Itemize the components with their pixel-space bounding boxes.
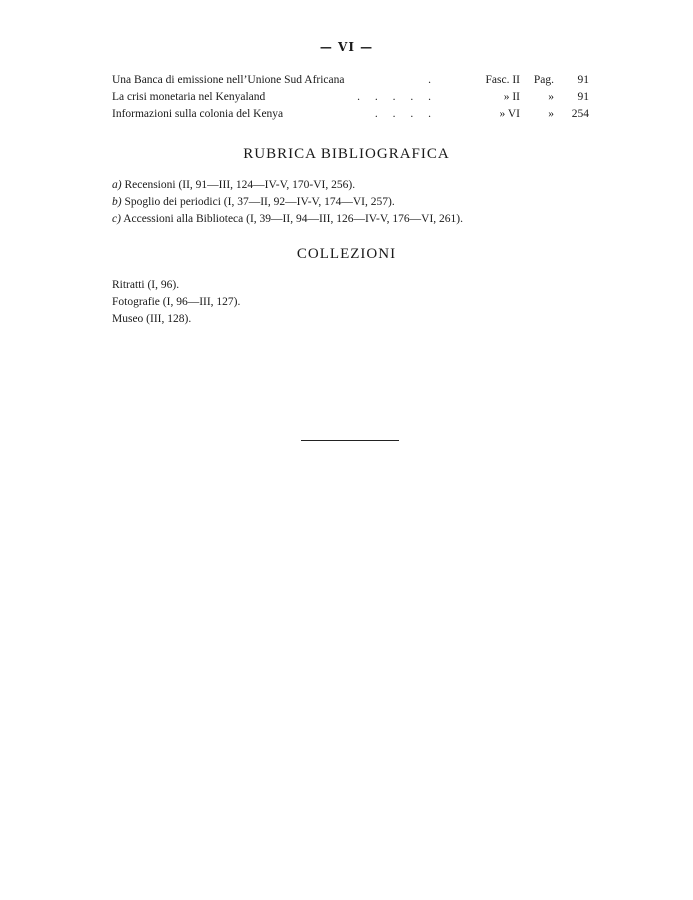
toc-page-label: » [548, 91, 554, 103]
toc-fascicle: » VI [499, 108, 520, 120]
toc-row [112, 106, 590, 123]
toc-leader-dots: . . . . [374, 108, 437, 120]
rubrica-bibliografica-heading: RUBRICA BIBLIOGRAFICA [243, 146, 450, 162]
toc-page-label: Pag. [533, 74, 554, 86]
toc-leader-dots: . [428, 74, 437, 86]
item-label: b) [112, 196, 122, 208]
toc-title: Una Banca di emissione nell’Unione Sud Africana [112, 74, 345, 86]
item-text: Accessioni alla Biblioteca (I, 39—II, 94—III, 126—IV-V, 176—VI, 261). [123, 213, 464, 225]
collezioni-heading: COLLEZIONI [296, 246, 397, 262]
list-item: Ritratti (I, 96). [112, 279, 180, 291]
toc-row [112, 72, 590, 89]
item-label: a) [112, 179, 122, 191]
page-number: — VI — [319, 40, 374, 54]
list-item: Fotografie (I, 96—III, 127). [112, 296, 241, 308]
rubrica-list [112, 177, 463, 228]
collezioni-list [112, 277, 240, 328]
toc-fascicle: Fasc. II [485, 74, 520, 86]
list-item [112, 194, 463, 211]
end-rule-divider [301, 440, 399, 441]
toc-title: Informazioni sulla colonia del Kenya [112, 108, 284, 120]
list-item [112, 211, 463, 228]
toc-page-number: 254 [571, 108, 589, 120]
toc-leader-dots: . . . . . [357, 91, 437, 103]
toc-table [112, 72, 590, 123]
item-label: c) [112, 213, 121, 225]
list-item: Museo (III, 128). [112, 313, 192, 325]
item-text: Recensioni (II, 91—III, 124—IV-V, 170-VI, 256). [124, 179, 356, 191]
toc-page-number: 91 [577, 74, 589, 86]
toc-page-label: » [548, 108, 554, 120]
item-text: Spoglio dei periodici (I, 37—II, 92—IV-V, 174—VI, 257). [124, 196, 395, 208]
toc-title: La crisi monetaria nel Kenyaland [112, 91, 266, 103]
toc-page-number: 91 [577, 91, 589, 103]
list-item [112, 177, 463, 194]
toc-fascicle: » II [503, 91, 520, 103]
toc-row [112, 89, 590, 106]
